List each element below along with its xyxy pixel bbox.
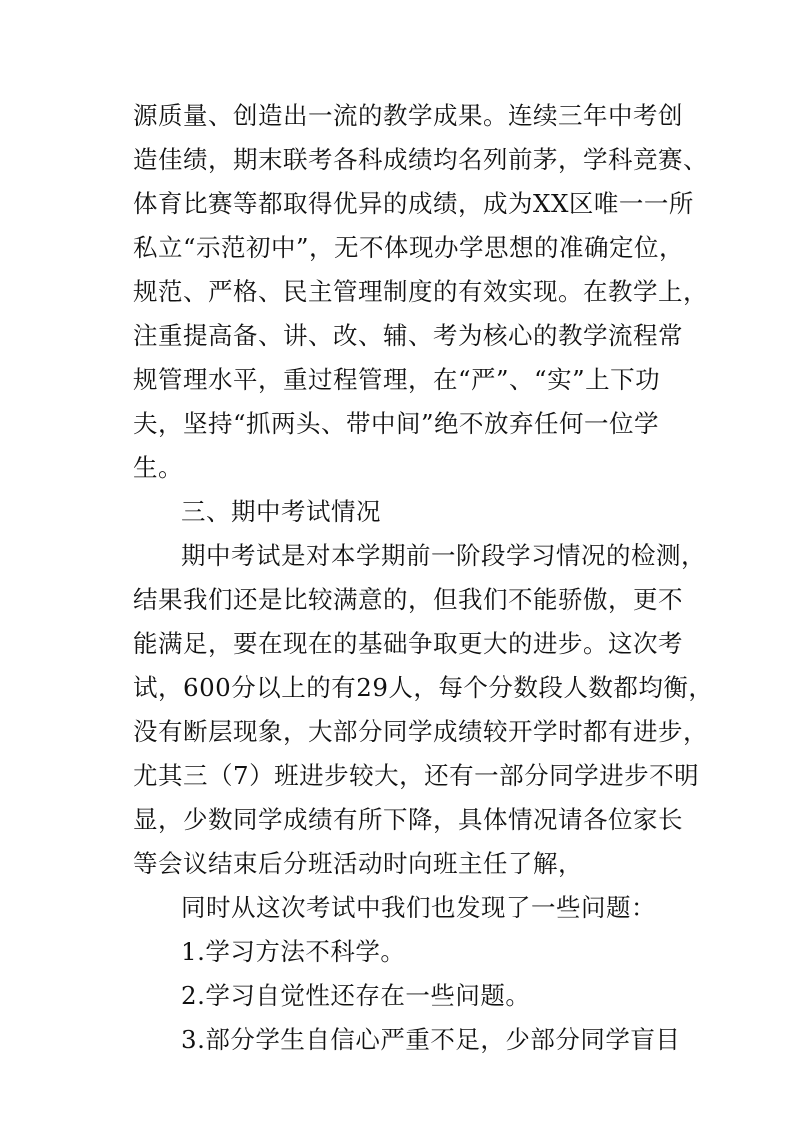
paragraph-line: 结果我们还是比较满意的，但我们不能骄傲，更不 (133, 585, 683, 614)
section-heading: 三、期中考试情况 (181, 497, 381, 526)
list-item: 3.部分学生自信心严重不足，少部分同学盲目 (181, 1025, 681, 1054)
paragraph-line: 私立“示范初中”，无不体现办学思想的准确定位， (133, 233, 685, 262)
paragraph-line: 注重提高备、讲、改、辅、考为核心的教学流程常 (133, 321, 683, 350)
paragraph-line: 期中考试是对本学期前一阶段学习情况的检测， (181, 541, 706, 570)
paragraph-line: 没有断层现象，大部分同学成绩较开学时都有进步， (133, 717, 708, 746)
paragraph-line: 源质量、创造出一流的教学成果。连续三年中考创 (133, 101, 683, 130)
paragraph-line: 夫，坚持“抓两头、带中间”绝不放弃任何一位学 (133, 409, 660, 438)
list-item: 1.学习方法不科学。 (181, 937, 406, 966)
paragraph-line: 造佳绩，期末联考各科成绩均名列前茅，学科竞赛、 (133, 145, 708, 174)
paragraph-line: 体育比赛等都取得优异的成绩，成为XX区唯一一所 (133, 189, 694, 218)
paragraph-line: 生。 (133, 453, 183, 482)
list-item: 2.学习自觉性还存在一些问题。 (181, 981, 531, 1010)
paragraph-line: 同时从这次考试中我们也发现了一些问题： (181, 893, 656, 922)
paragraph-line: 规管理水平，重过程管理，在“严”、“实”上下功 (133, 365, 661, 394)
paragraph-line: 能满足，要在现在的基础争取更大的进步。这次考 (133, 629, 683, 658)
paragraph-line: 等会议结束后分班活动时向班主任了解， (133, 849, 583, 878)
paragraph-line: 规范、严格、民主管理制度的有效实现。在教学上， (133, 277, 708, 306)
paragraph-line: 尤其三（7）班进步较大，还有一部分同学进步不明 (133, 761, 700, 790)
paragraph-line: 试，600分以上的有29人，每个分数段人数都均衡， (133, 673, 714, 702)
paragraph-line: 显，少数同学成绩有所下降，具体情况请各位家长 (133, 805, 683, 834)
